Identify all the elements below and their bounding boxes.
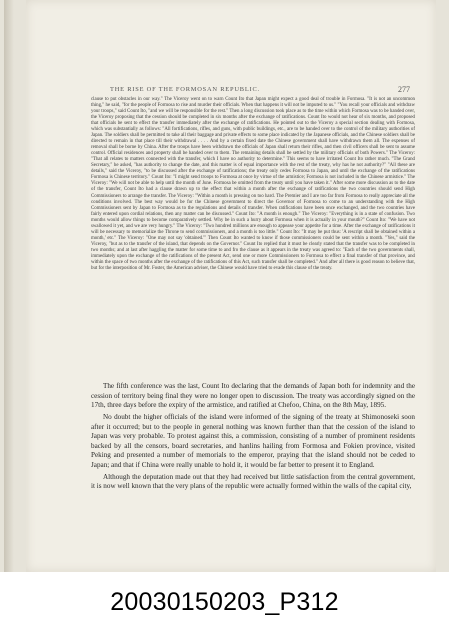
running-header	[80, 86, 410, 96]
paragraph-commission: No doubt the higher officials of the island were informed of the signing of the treaty at Shimonoseki soon after it occurred; but to the people in general nothing was known further than that the cession of the island to Japan was very probable. To protest against this, a commission, consisting of a number of prominent residents backed by all the censors, board secretaries, and hanlins hailing from Formosa and Fokien province, visited Peking and presented a number of memorials to the emperor, praying that the island should not be ceded to Japan; and that if China were really unable to hold it, it would be far better to present it to England.	[91, 413, 415, 469]
paragraph-conference: The fifth conference was the last, Count Ito declaring that the demands of Japan both for indemnity and the cession of territory being final they were no longer open to discussion. The treaty was accordingly signed on the 17th, three days before the expiry of the armistice, and ratified at Chefoo, China, on the 8th May, 1895.	[91, 382, 415, 409]
quoted-dialogue-block	[91, 97, 415, 272]
running-title: THE RISE OF THE FORMOSAN REPUBLIC.	[110, 86, 260, 93]
main-text-block	[91, 382, 415, 494]
page-number: 277	[398, 85, 410, 94]
binding-gutter-shadow	[4, 0, 14, 572]
paragraph-deputation: Although the deputation made out that they had received but little satisfaction from the central government, it is now well known that the very plans of the republic were actually formed within the walls of the capital city,	[91, 472, 415, 490]
small-paragraph: clause to put obstacles in our way." The Viceroy went on to warn Count Ito that Japan might expect a good deal of trouble in Formosa. "It is not an uncommon thing," he said, "for the people of Formosa to rise and murder their officials. When that happens it will not be imputed to us." "You recall your officials and withdraw your troops," said Count Ito, "and we will be responsible for the rest." Then a long discussion took place as to the time within which Formosa was to be handed over, the Viceroy proposing that the cession should be completed in six months after the exchange of ratifications. Count Ito would not hear of six months, and proposed that officials be sent to effect the transfer immediately after the exchange of ratifications. He pointed out to the Viceroy a special section dealing with Formosa, which was substantially as follows: "All fortifications, rifles, and guns, with public buildings, etc., are to be handed over to the control of the military authorities of Japan. The soldiers shall be permitted to take all their baggage and private effects to some place indicated by the Japanese officials, and the Chinese soldiers shall be directed to remain in that place till their withdrawal . . . . And by a certain fixed date the Chinese government shall have withdrawn them all. The expenses of removal shall be borne by China. After the troops have been withdrawn the officials of Japan shall return their rifles, and then civil officers shall be sent to assume control. Official residences and property shall be handed over to them. The remaining details shall be settled by the military officials of both Powers." The Viceroy: "That all relates to matters connected with the transfer, which I have no authority to determine." This seems to have irritated Count Ito rather much. "The Grand Secretary," he asked, "has authority to change the date, and this matter is of equal importance with the rest of the treaty, why has he not authority?" "All these are details," said the Viceroy, "to be discussed after the exchange of ratifications; the treaty only cedes Formosa to Japan, and until the exchange of the ratifications Formosa is Chinese territory." Count Ito: "I might send troops to Formosa at once by virtue of the armistice; Formosa is not included in the Chinese armistice." The Viceroy: "We will not be able to help until the month of June. Formosa be omitted from the treaty until you have taken it." After some more discussion as to the date of the transfer, Count Ito had a clause drawn up to the effect that within a month after the exchange of ratifications the two countries should send High Commissioners to arrange the transfer. The Viceroy: "Within a month is pressing on too hard. The Premier and I are too far from Formosa to really appreciate all the conditions involved. The best way would be for the Chinese government to direct the Governor of Formosa to come to an understanding with the High Commissioners sent by Japan to Formosa as to the regulations and details of transfer. When ratifications have been once exchanged, and the two countries have fairly entered upon cordial relations, then any matter can be discussed." Count Ito: "A month is enough." The Viceroy: "Everything is in a state of confusion. Two months would allow things to become comparatively settled. Why be in such a hurry about Formosa when it is actually in your mouth?" Count Ito: "We have not swallowed it yet, and we are very hungry." The Viceroy: "Two hundred millions are enough to appease your appetite for a time. After the exchange of ratifications it will be necessary to memorialize the Throne to send commissioners, and a month is too little." Count Ito: "It may be put thus: 'A rescript shall be obtained within a month,' etc." The Viceroy: "One may not say 'obtained.'" Then Count Ito wanted to know if those commissioners could be sent within a month. "Yes," said the Viceroy, "but as to the transfer of the island, that depends on the Governor." Count Ito replied that it must be clearly stated that the transfer was to be completed in two months; and at last after haggling the matter for some time to and fro the clause as it appears in the treaty was agreed to: "Each of the two governments shall, immediately upon the exchange of the ratifications of the present Act, send one or more Commissioners to Formosa to effect a final transfer of that province, and within the space of two months after the exchange of the ratifications of this Act, such transfer shall be completed." And after all there is good reason to believe that, but for the interposition of Mr. Foster, the American adviser, the Chinese would have tried to evade this clause of the treaty.	[91, 97, 415, 271]
archive-id-label: 20030150203_P312	[110, 588, 339, 616]
archive-caption-bar	[0, 574, 449, 640]
